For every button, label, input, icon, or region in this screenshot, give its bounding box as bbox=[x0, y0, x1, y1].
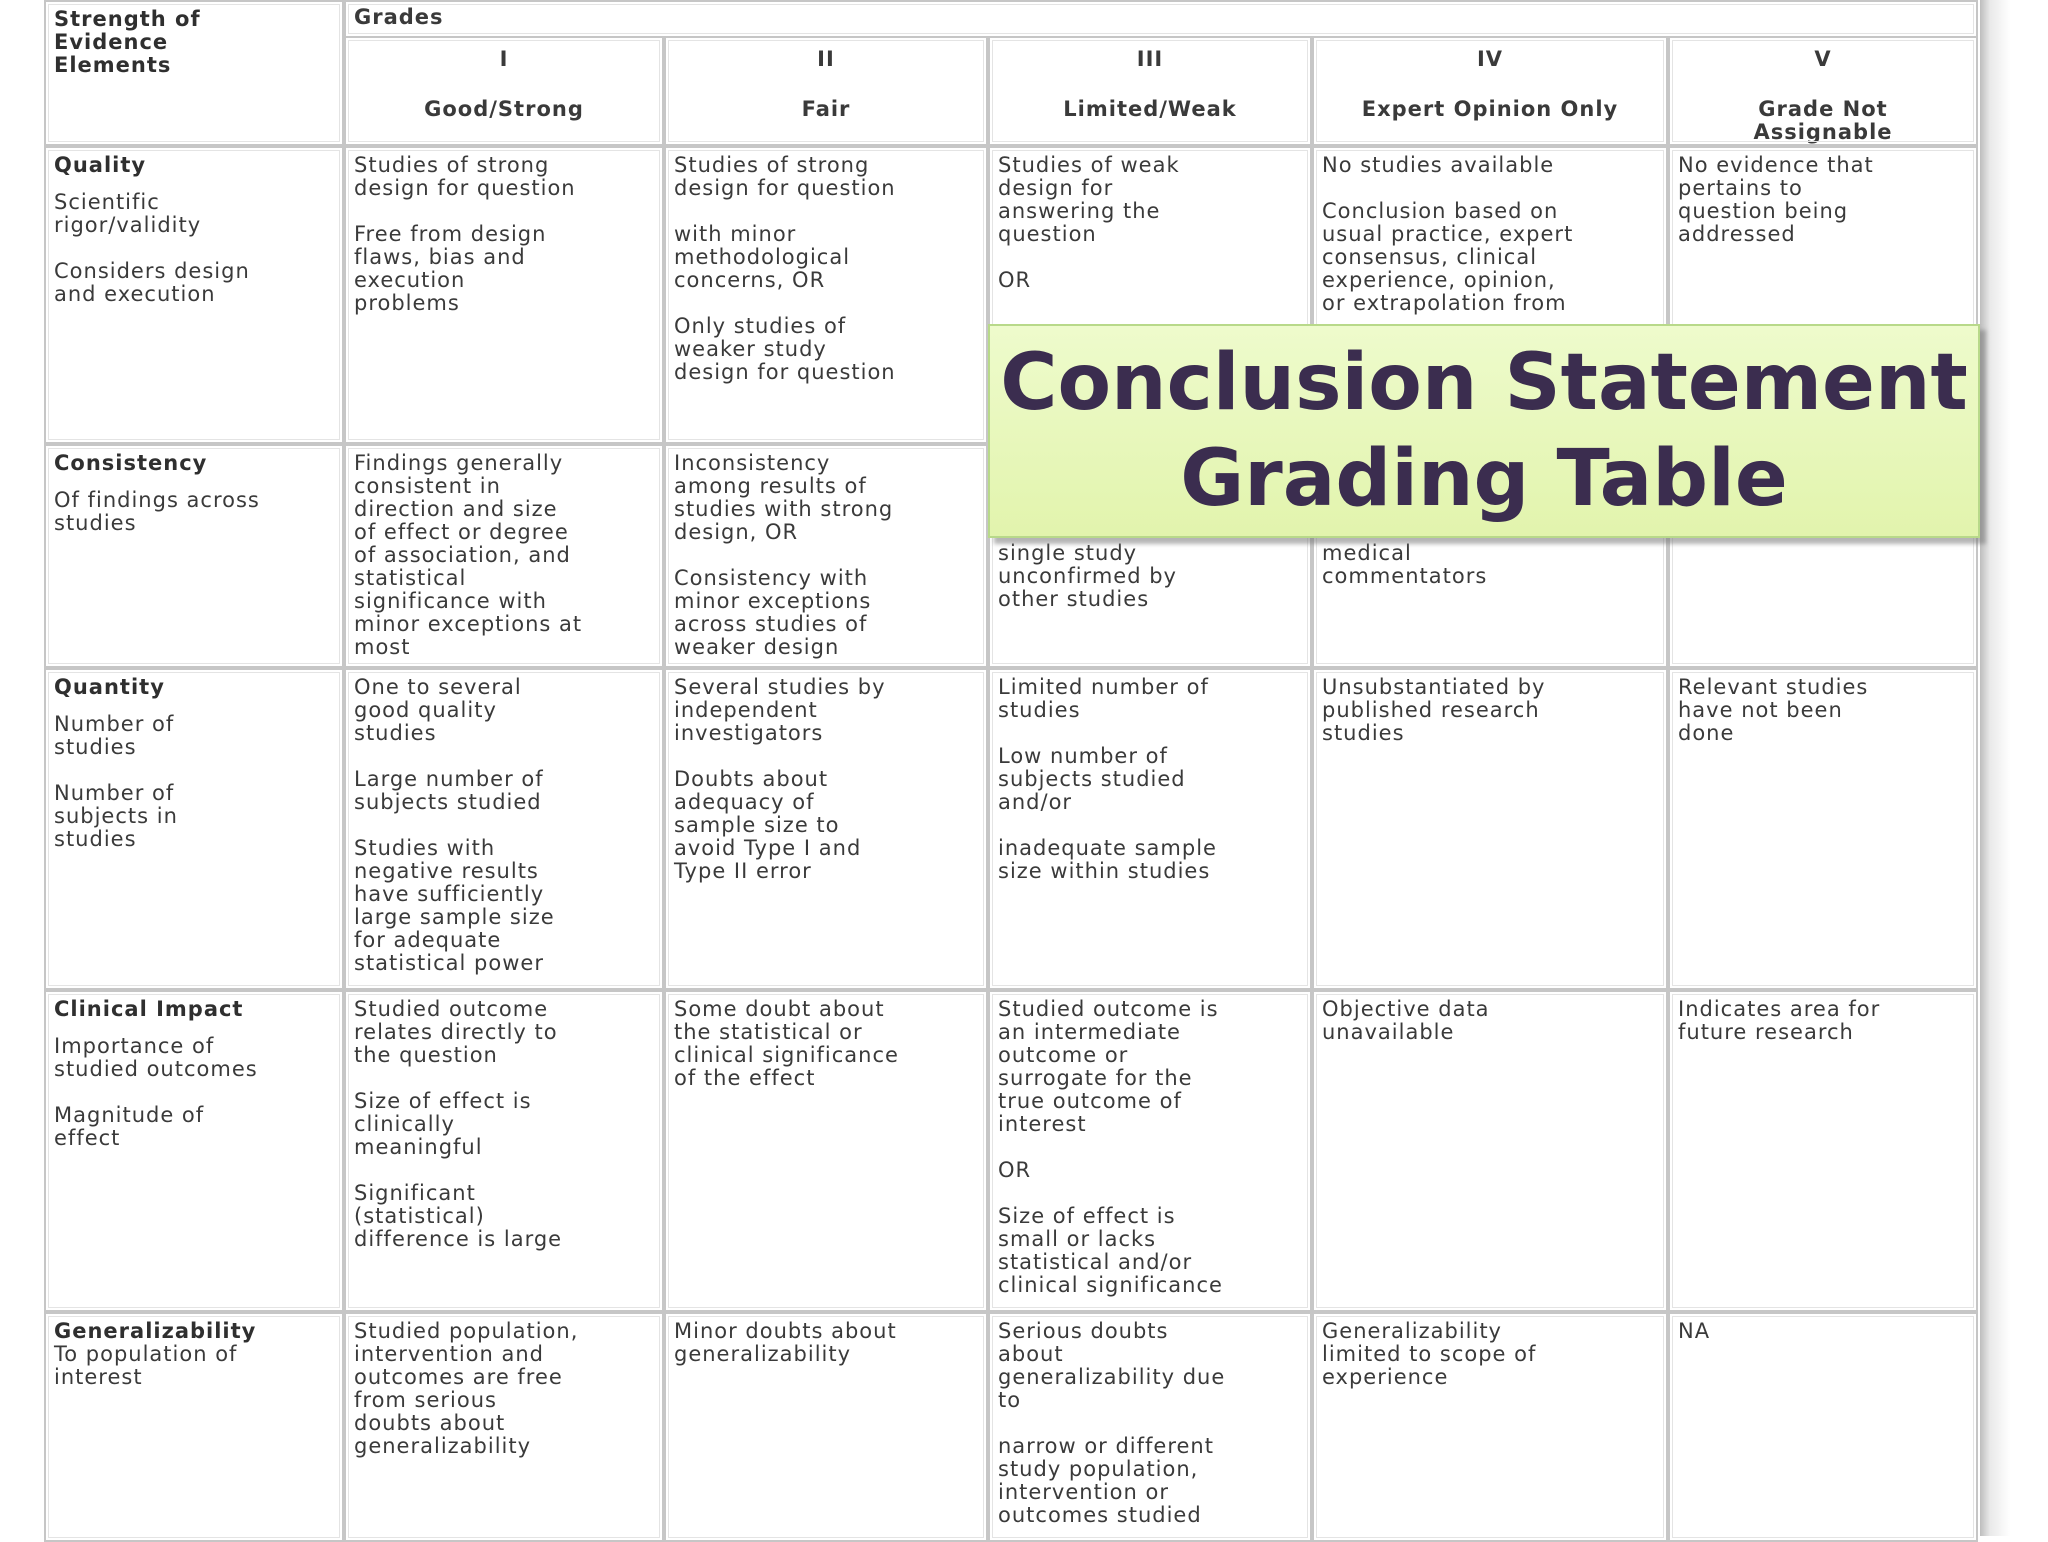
cell-text: Relevant studies have not been done bbox=[1678, 675, 1869, 745]
cell-quantity-grade-5 bbox=[1668, 668, 1978, 990]
cell-text: Studied population, intervention and outcomes are free from serious doubts about generalizability bbox=[354, 1319, 579, 1458]
cell-text: Serious doubts about generalizability due to narrow or different study population, intervention or outcomes studied bbox=[998, 1319, 1226, 1527]
cell-quantity-grade-3 bbox=[988, 668, 1312, 990]
title-line-1: Conclusion Statement bbox=[1000, 338, 1968, 428]
grade-header-2 bbox=[664, 36, 988, 146]
cell-text: NA bbox=[1678, 1319, 1711, 1343]
cell-clinical-impact-grade-4 bbox=[1312, 990, 1668, 1312]
grade-label: Grade Not Assignable bbox=[1753, 97, 1893, 144]
grade-numeral: V bbox=[1814, 47, 1832, 71]
row-header-generalizability bbox=[44, 1312, 344, 1542]
cell-text: Studies of strong design for question Free from design flaws, bias and execution problems bbox=[354, 153, 576, 315]
grade-label: Limited/Weak bbox=[1063, 97, 1237, 121]
cell-text: Limited number of studies Low number of subjects studied and/or inadequate sample size within studies bbox=[998, 675, 1217, 883]
cell-quality-grade-2 bbox=[664, 146, 988, 444]
cell-quantity-grade-1 bbox=[344, 668, 664, 990]
row-description: Number of studies Number of subjects in studies bbox=[54, 712, 178, 851]
cell-text: Studies of strong design for question with minor methodological concerns, OR Only studies of weaker study design for question bbox=[674, 153, 896, 384]
header-corner-text: Strength of Evidence Elements bbox=[54, 7, 201, 77]
cell-text: Generalizability limited to scope of experience bbox=[1322, 1319, 1537, 1389]
cell-text: Several studies by independent investigators Doubts about adequacy of sample size to avoid Type I and Type II error bbox=[674, 675, 886, 883]
row-header-quantity bbox=[44, 668, 344, 990]
cell-clinical-impact-grade-5 bbox=[1668, 990, 1978, 1312]
cell-quality-grade-1 bbox=[344, 146, 664, 444]
grade-header-3 bbox=[988, 36, 1312, 146]
cell-text: Some doubt about the statistical or clinical significance of the effect bbox=[674, 997, 899, 1090]
cell-text: Studies of weak design for answering the question OR bbox=[998, 153, 1180, 292]
cell-text: Inconsistency among results of studies with strong design, OR Consistency with minor exceptions across studies of weaker design bbox=[674, 451, 894, 659]
slide-edge-shadow bbox=[1980, 0, 2048, 1536]
cell-text: Unsubstantiated by published research studies bbox=[1322, 675, 1546, 745]
grade-numeral: I bbox=[499, 47, 509, 71]
cell-quantity-grade-4 bbox=[1312, 668, 1668, 990]
cell-text: medical commentators bbox=[1322, 541, 1488, 588]
cell-text: No studies available Conclusion based on usual practice, expert consensus, clinical experience, opinion, or extrapolation from bbox=[1322, 153, 1574, 315]
grade-label: Expert Opinion Only bbox=[1361, 97, 1619, 121]
cell-text: One to several good quality studies Large number of subjects studied Studies with negative results have sufficiently large sample size for adequate statistical power bbox=[354, 675, 555, 975]
grade-label: Fair bbox=[801, 97, 851, 121]
cell-quantity-grade-2 bbox=[664, 668, 988, 990]
cell-text: Minor doubts about generalizability bbox=[674, 1319, 897, 1366]
title-callout bbox=[988, 324, 1980, 538]
cell-generalizability-grade-1 bbox=[344, 1312, 664, 1542]
header-grades-text: Grades bbox=[354, 5, 444, 29]
cell-consistency-grade-1 bbox=[344, 444, 664, 668]
row-header-consistency bbox=[44, 444, 344, 668]
row-title: Generalizability bbox=[54, 1319, 257, 1343]
row-title: Clinical Impact bbox=[54, 997, 244, 1021]
cell-generalizability-grade-2 bbox=[664, 1312, 988, 1542]
row-description: Scientific rigor/validity Considers design and execution bbox=[54, 190, 250, 306]
grade-label: Good/Strong bbox=[424, 97, 584, 121]
cell-text: No evidence that pertains to question being addressed bbox=[1678, 153, 1874, 246]
cell-generalizability-grade-3 bbox=[988, 1312, 1312, 1542]
header-corner-cell bbox=[44, 0, 344, 146]
header-grades-cell bbox=[344, 0, 1978, 38]
cell-clinical-impact-grade-1 bbox=[344, 990, 664, 1312]
grade-numeral: IV bbox=[1476, 47, 1504, 71]
cell-text: Findings generally consistent in direction and size of effect or degree of association, and statistical significance with minor exceptions at most bbox=[354, 451, 583, 659]
cell-text: Indicates area for future research bbox=[1678, 997, 1881, 1044]
grade-header-5 bbox=[1668, 36, 1978, 146]
cell-text: Studied outcome is an intermediate outcome or surrogate for the true outcome of interest OR Size of effect is small or lacks statistical and/or clinical significance bbox=[998, 997, 1223, 1297]
row-title: Consistency bbox=[54, 451, 208, 475]
cell-consistency-grade-2 bbox=[664, 444, 988, 668]
grade-numeral: III bbox=[1136, 47, 1164, 71]
row-header-clinical-impact bbox=[44, 990, 344, 1312]
grade-numeral: II bbox=[817, 47, 835, 71]
cell-text: Studied outcome relates directly to the question Size of effect is clinically meaningful Significant (statistical) difference is large bbox=[354, 997, 563, 1251]
grade-header-1 bbox=[344, 36, 664, 146]
row-title: Quality bbox=[54, 153, 147, 177]
row-description: Of findings across studies bbox=[54, 488, 260, 535]
title-line-2: Grading Table bbox=[1180, 434, 1788, 524]
row-description: To population of interest bbox=[54, 1342, 238, 1389]
row-title: Quantity bbox=[54, 675, 165, 699]
cell-generalizability-grade-4 bbox=[1312, 1312, 1668, 1542]
cell-text: Objective data unavailable bbox=[1322, 997, 1490, 1044]
cell-clinical-impact-grade-3 bbox=[988, 990, 1312, 1312]
grade-header-4 bbox=[1312, 36, 1668, 146]
cell-text: single study unconfirmed by other studies bbox=[998, 541, 1177, 611]
cell-generalizability-grade-5 bbox=[1668, 1312, 1978, 1542]
row-description: Importance of studied outcomes Magnitude of effect bbox=[54, 1034, 258, 1150]
grading-table bbox=[44, 0, 1978, 1536]
row-header-quality bbox=[44, 146, 344, 444]
cell-clinical-impact-grade-2 bbox=[664, 990, 988, 1312]
